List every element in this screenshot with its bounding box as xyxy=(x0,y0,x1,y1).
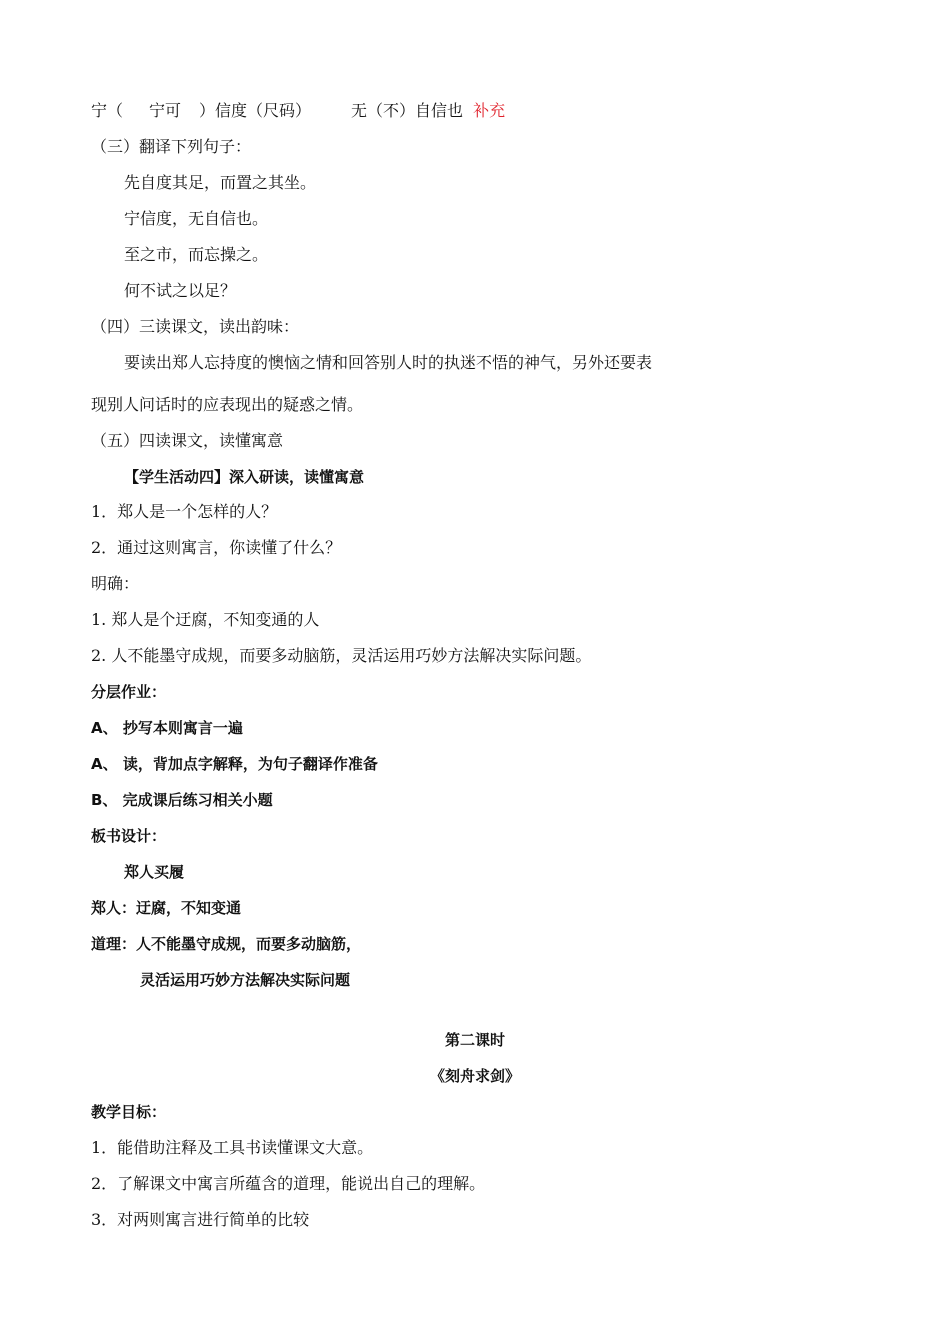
answer-1: 1. 郑人是个迂腐，不知变通的人 xyxy=(91,610,320,629)
meaning-part-a: 宁（ xyxy=(91,101,124,120)
sentence-4: 何不试之以足？ xyxy=(124,281,237,300)
supplement-note: 补充 xyxy=(473,101,506,120)
sentence-2: 宁信度，无自信也。 xyxy=(124,209,269,228)
lesson-2-title: 第二课时 xyxy=(444,1031,505,1049)
board-design-title: 板书设计： xyxy=(91,827,167,845)
section-4-paragraph-line-1: 要读出郑人忘持度的懊恼之情和回答别人时的执迷不悟的神气，另外还要表 xyxy=(124,353,653,372)
objectives-title: 教学目标： xyxy=(91,1103,167,1121)
sentence-3: 至之市，而忘操之。 xyxy=(124,245,269,264)
activity-4-title: 【学生活动四】深入研读，读懂寓意 xyxy=(124,468,365,486)
objective-1: 1．能借助注释及工具书读懂课文大意。 xyxy=(91,1138,374,1157)
character-meaning-line xyxy=(91,101,505,121)
board-topic: 郑人买履 xyxy=(124,863,185,881)
homework-item-1: A、 抄写本则寓言一遍 xyxy=(91,719,243,737)
objective-2: 2．了解课文中寓言所蕴含的道理，能说出自己的理解。 xyxy=(91,1174,486,1193)
board-line-3: 灵活运用巧妙方法解决实际问题 xyxy=(140,971,351,989)
section-5-heading: （五）四读课文，读懂寓意 xyxy=(91,431,284,450)
lesson-2-subtitle: 《刻舟求剑》 xyxy=(429,1067,520,1085)
section-4-heading: （四）三读课文，读出韵味： xyxy=(91,317,300,336)
meaning-part-d: 无（不）自信也 xyxy=(351,101,464,120)
sentence-1: 先自度其足，而置之其坐。 xyxy=(124,173,317,192)
section-3-heading: （三）翻译下列句子： xyxy=(91,137,252,156)
clarify-label: 明确： xyxy=(91,574,140,593)
homework-item-2: A、 读，背加点字解释，为句子翻译作准备 xyxy=(91,755,378,773)
homework-item-3: B、 完成课后练习相关小题 xyxy=(91,791,273,809)
answer-2: 2. 人不能墨守成规，而要多动脑筋，灵活运用巧妙方法解决实际问题。 xyxy=(91,646,592,665)
board-line-1: 郑人：迂腐，不知变通 xyxy=(91,899,242,917)
board-line-2: 道理：人不能墨守成规，而要多动脑筋， xyxy=(91,935,362,953)
homework-title: 分层作业： xyxy=(91,683,167,701)
question-1: 1．郑人是一个怎样的人？ xyxy=(91,502,278,521)
section-4-paragraph-line-2: 现别人问话时的应表现出的疑惑之情。 xyxy=(91,395,364,414)
objective-3: 3．对两则寓言进行简单的比较 xyxy=(91,1210,310,1229)
question-2: 2．通过这则寓言，你读懂了什么？ xyxy=(91,538,342,557)
meaning-part-b: 宁可 xyxy=(149,101,182,120)
meaning-part-c: ）信度（尺码） xyxy=(199,101,312,120)
